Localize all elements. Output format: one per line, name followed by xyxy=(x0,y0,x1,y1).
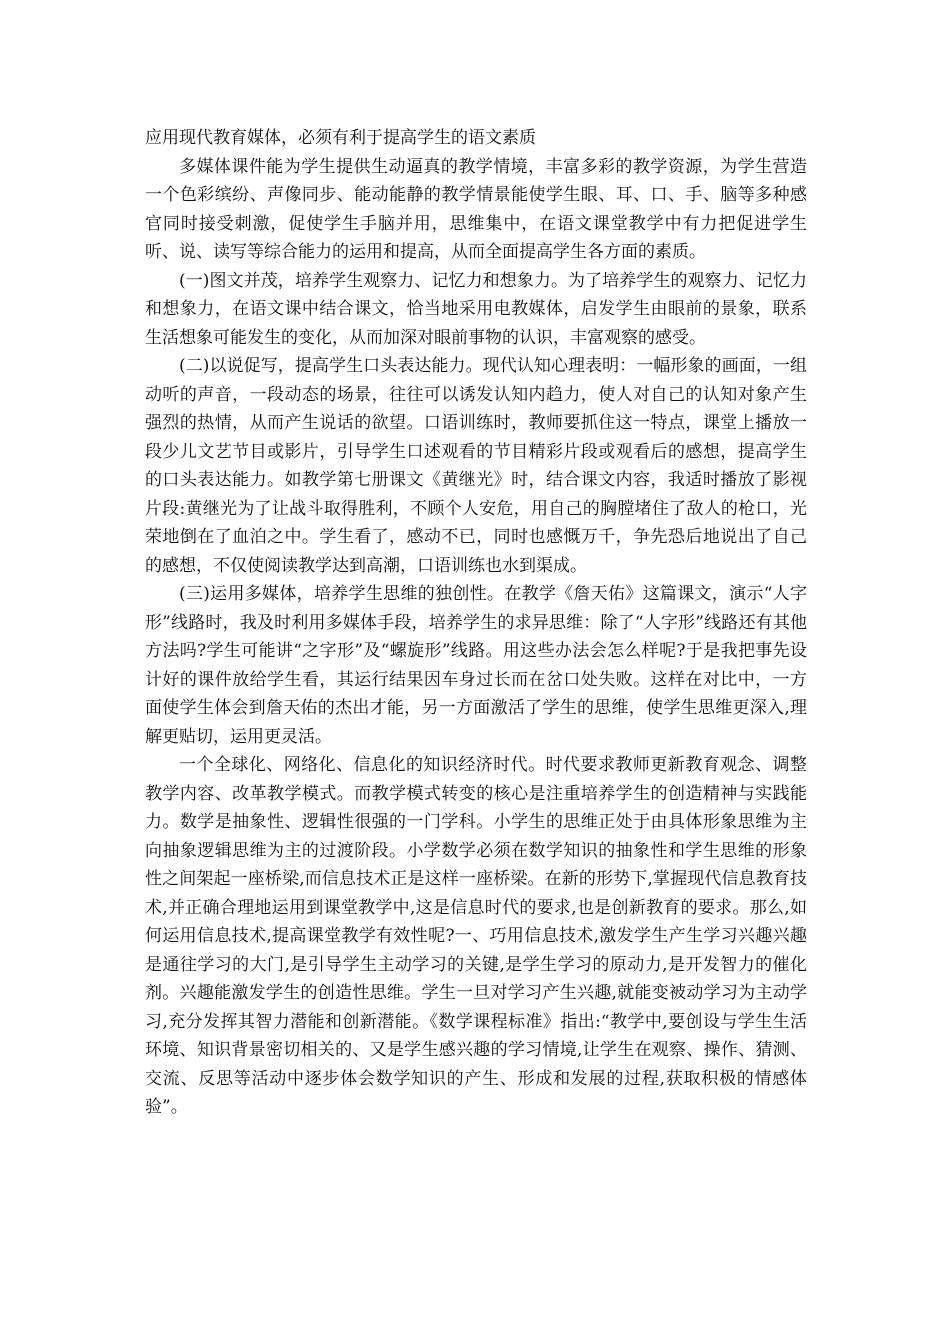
paragraph-section-three: (三)运用多媒体，培养学生思维的独创性。在教学《詹天佑》这篇课文，演示“人字形”线路时，我及时利用多媒体手段，培养学生的求异思维：除了“人字形”线路还有其他方法吗?学生可能讲“之字形”及“螺旋形”线路。用这些办法会怎么样呢?于是我把事先设计好的课件放给学生看，其运行结果因车身过长而在岔口处失败。这样在对比中，一方面使学生体会到詹天佑的杰出才能，另一方面激活了学生的思维，使学生思维更深入,理解更贴切，运用更灵活。 xyxy=(145,584,807,747)
paragraph-intro: 多媒体课件能为学生提供生动逼真的教学情境，丰富多彩的教学资源，为学生营造一个色彩缤纷、声像同步、能动能静的教学情景能使学生眼、耳、口、手、脑等多种感官同时接受刺激，促使学生手脑并用，思维集中，在语文课堂教学中有力把促进学生听、说、读写等综合能力的运用和提高，从而全面提高学生各方面的素质。 xyxy=(145,156,807,262)
document-title: 应用现代教育媒体，必须有利于提高学生的语文素质 xyxy=(145,128,536,148)
paragraph-section-two: (二)以说促写，提高学生口头表达能力。现代认知心理表明：一幅形象的画面，一组动听的声音，一段动态的场景，往往可以诱发认知内趋力，使人对自己的认知对象产生强烈的热情，从而产生说话的欲望。口语训练时，教师要抓住这一特点，课堂上播放一段少儿文艺节目或影片，引导学生口述观看的节目精彩片段或观看后的感想，提高学生的口头表达能力。如教学第七册课文《黄继光》时，结合课文内容，我适时播放了影视片段:黄继光为了让战斗取得胜利，不顾个人安危，用自己的胸膛堵住了敌人的枪口，光荣地倒在了血泊之中。学生看了，感动不已，同时也感慨万千，争先恐后地说出了自己的感想，不仅使阅读教学达到高潮，口语训练也水到渠成。 xyxy=(145,356,807,576)
paragraph-section-one: (一)图文并茂，培养学生观察力、记忆力和想象力。为了培养学生的观察力、记忆力和想象力，在语文课中结合课文，恰当地采用电教媒体，启发学生由眼前的景象，联系生活想象可能发生的变化，从而加深对眼前事物的认识，丰富观察的感受。 xyxy=(145,270,807,348)
paragraph-information-era: 一个全球化、网络化、信息化的知识经济时代。时代要求教师更新教育观念、调整教学内容、改革教学模式。而教学模式转变的核心是注重培养学生的创造精神与实践能力。数学是抽象性、逻辑性很强的一门学科。小学生的思维正处于由具体形象思维为主向抽象逻辑思维为主的过渡阶段。小学数学必须在数学知识的抽象性和学生思维的形象性之间架起一座桥梁,而信息技术正是这样一座桥梁。在新的形势下,掌握现代信息教育技术,并正确合理地运用到课堂教学中,这是信息时代的要求,也是创新教育的要求。那么,如何运用信息技术,提高课堂教学有效性呢?一、巧用信息技术,激发学生产生学习兴趣兴趣是通往学习的大门,是引导学生主动学习的关键,是学生学习的原动力,是开发智力的催化剂。兴趣能激发学生的创造性思维。学生一旦对学习产生兴趣,就能变被动学习为主动学习,充分发挥其智力潜能和创新潜能。《数学课程标准》指出:“教学中,要创设与学生生活环境、知识背景密切相关的、又是学生感兴趣的学习情境,让学生在观察、操作、猜测、交流、反思等活动中逐步体会数学知识的产生、形成和发展的过程,获取积极的情感体验”。 xyxy=(145,755,807,1117)
document-page xyxy=(145,124,807,1122)
